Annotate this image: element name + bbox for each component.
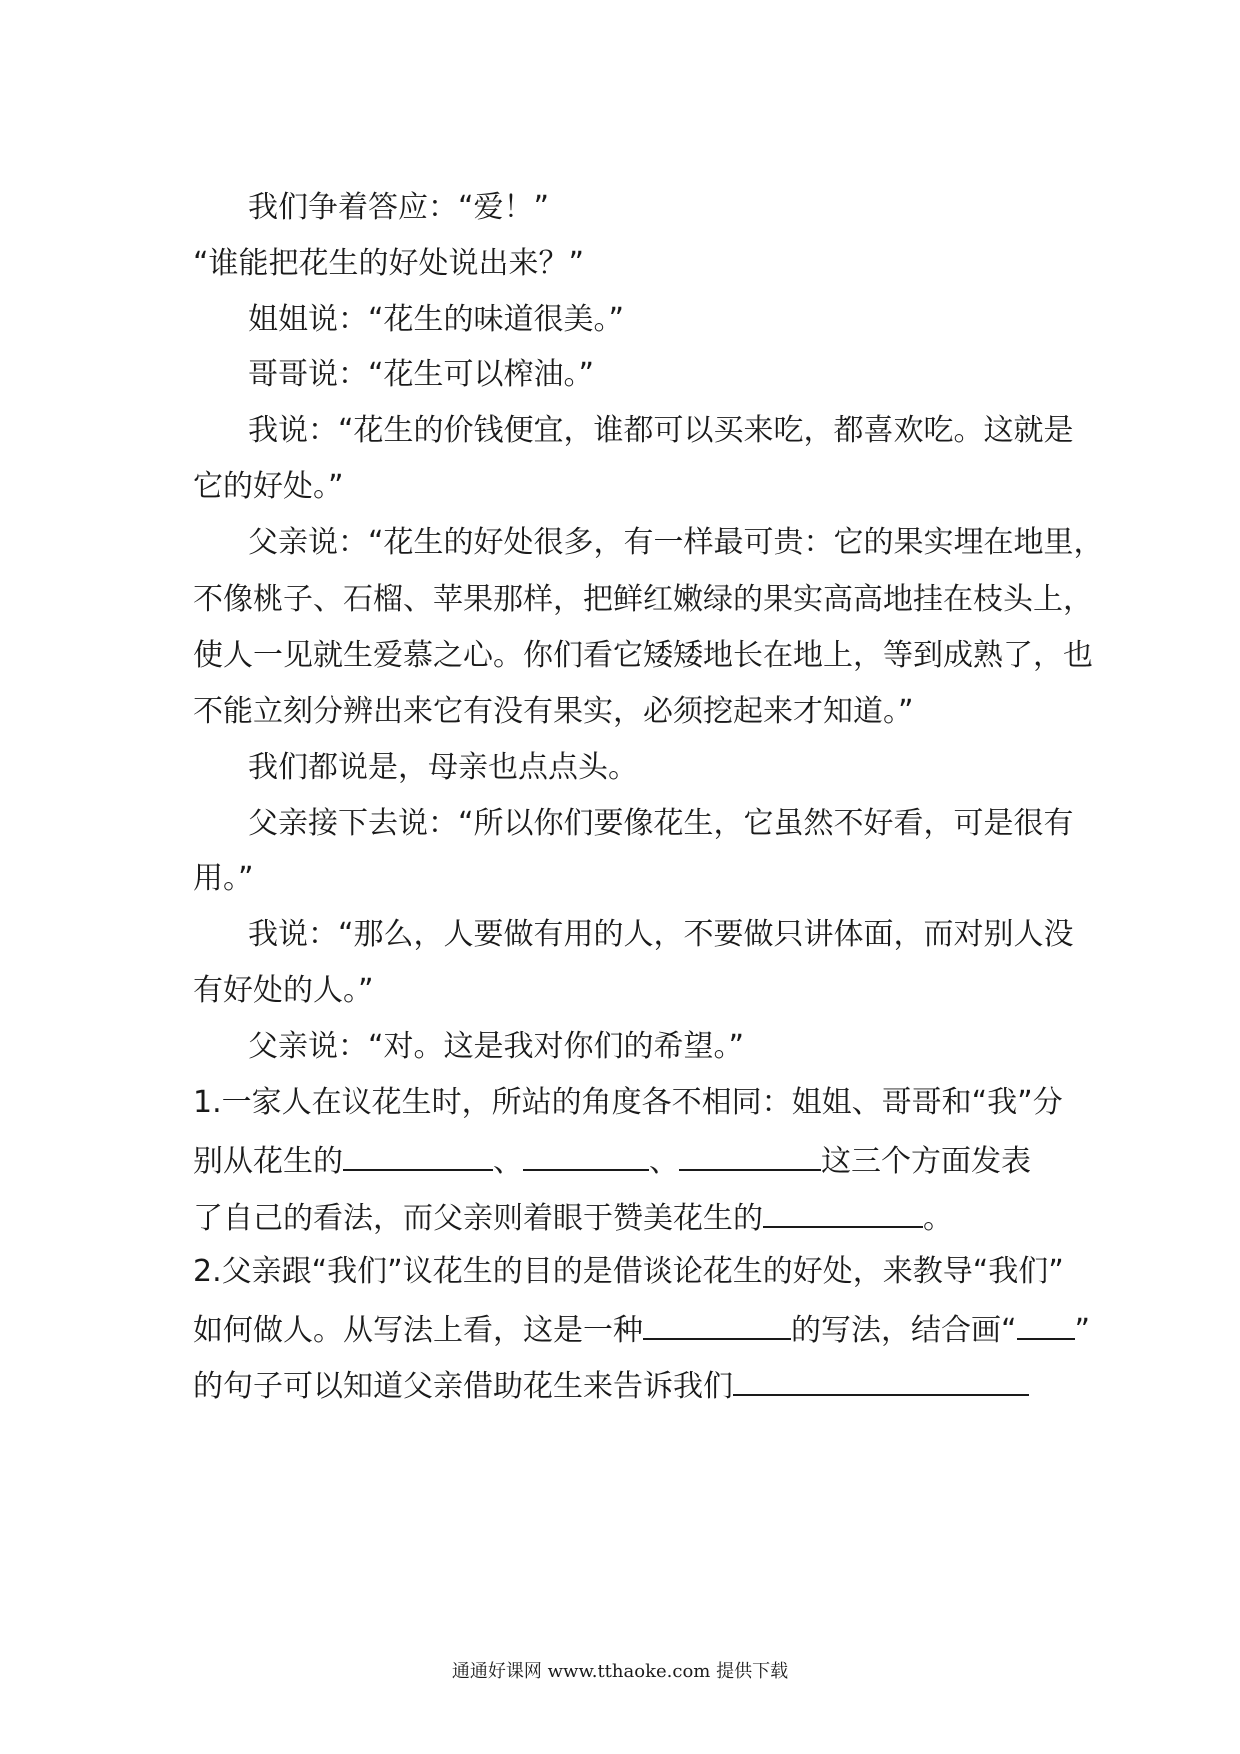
answer-blank-7[interactable] [733, 1364, 1029, 1396]
question-1-line-2: 别从花生的 、 、 这三个方面发表 [193, 1139, 1053, 1182]
passage-line: 父亲说：“花生的好处很多，有一样最可贵：它的果实埋在地里， [248, 525, 1104, 560]
passage-line: 姐姐说：“花生的味道很美。” [248, 302, 625, 337]
answer-blank-3[interactable] [679, 1139, 821, 1171]
passage-line: 使人一见就生爱慕之心。你们看它矮矮地长在地上，等到成熟了，也 [193, 638, 1093, 673]
passage-line: 我说：“花生的价钱便宜，谁都可以买来吃，都喜欢吃。这就是 [248, 413, 1074, 448]
passage-line: 有好处的人。” [193, 973, 374, 1008]
question-2-line-3: 的句子可以知道父亲借助花生来告诉我们 [193, 1364, 1053, 1407]
passage-line: 我们都说是，母亲也点点头。 [248, 750, 638, 785]
question-1-text: 1.一家人在议花生时，所站的角度各不相同：姐姐、哥哥和“我”分 [193, 1085, 1063, 1120]
passage-line: 不像桃子、石榴、苹果那样，把鲜红嫩绿的果实高高地挂在枝头上， [193, 582, 1093, 617]
passage-line: “谁能把花生的好处说出来？” [193, 246, 585, 281]
answer-blank-6[interactable] [1017, 1308, 1075, 1340]
answer-blank-1[interactable] [343, 1139, 493, 1171]
passage-line: 不能立刻分辨出来它有没有果实，必须挖起来才知道。” [193, 694, 914, 729]
passage-line: 父亲接下去说：“所以你们要像花生，它虽然不好看，可是很有 [248, 806, 1074, 841]
question-2-text: 2.父亲跟“我们”议花生的目的是借谈论花生的好处，来教导“我们” [193, 1254, 1064, 1289]
passage-line: 它的好处。” [193, 469, 344, 504]
footer-credit: 通通好课网 www.tthaoke.com 提供下载 [451, 1661, 789, 1682]
passage-line: 父亲说：“对。这是我对你们的希望。” [248, 1029, 745, 1064]
answer-blank-4[interactable] [763, 1196, 923, 1228]
answer-blank-5[interactable] [643, 1308, 791, 1340]
passage-line: 哥哥说：“花生可以榨油。” [248, 357, 595, 392]
answer-blank-2[interactable] [523, 1139, 649, 1171]
passage-line: 我说：“那么，人要做有用的人，不要做只讲体面，而对别人没 [248, 917, 1074, 952]
passage-line: 用。” [193, 861, 254, 896]
passage-line: 我们争着答应：“爱！” [248, 190, 550, 225]
question-1-line-3: 了自己的看法，而父亲则着眼于赞美花生的 。 [193, 1196, 1053, 1239]
question-2-line-2: 如何做人。从写法上看，这是一种 的写法，结合画“ ” [193, 1308, 1053, 1351]
